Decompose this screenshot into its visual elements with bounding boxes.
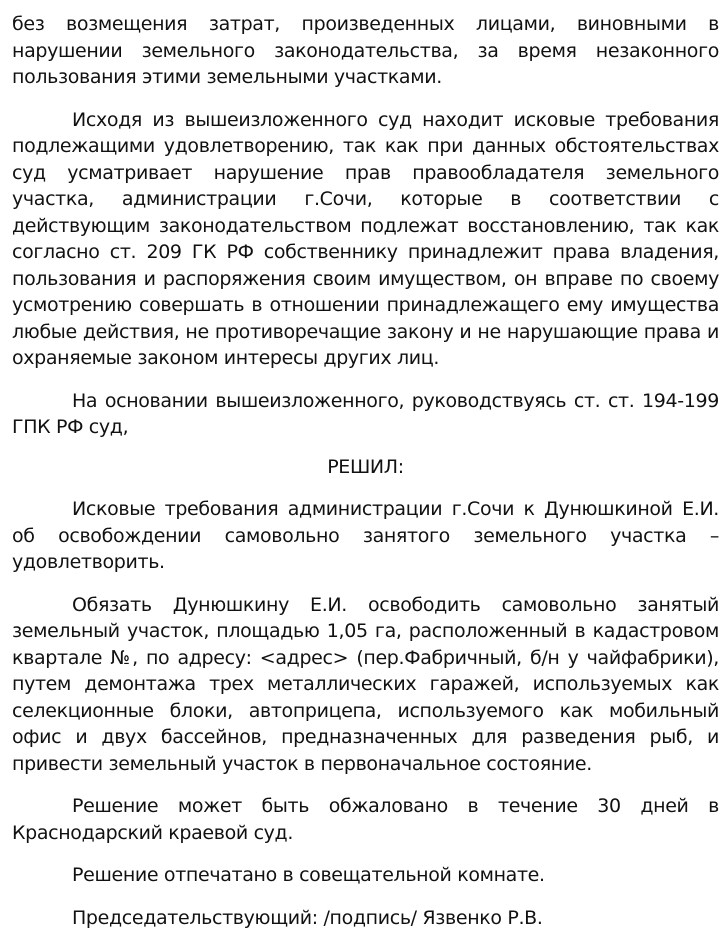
decision-heading: РЕШИЛ:	[12, 454, 719, 481]
paragraph-continuation: без возмещения затрат, произведенных лицами, виновными в нарушении земельного законодательства, за время незаконного пользования этими земельными участками.	[12, 11, 719, 91]
paragraph-reasoning: Исходя из вышеизложенного суд находит исковые требования подлежащими удовлетворению, так как при данных обстоятельствах суд усматривает нарушение прав правообладателя земельного участка, администрации г.Сочи, которые в соответствии с действующим законодательством подлежат восстановлению, так как согласно ст. 209 ГК РФ собственнику принадлежит права владения, пользования и распоряжения своим имуществом, он вправе по своему усмотрению совершать в отношении принадлежащего ему имущества любые действия, не противоречащие закону и не нарушающие права и охраняемые законом интересы других лиц.	[12, 107, 719, 372]
paragraph-appeal: Решение может быть обжаловано в течение 30 дней в Краснодарский краевой суд.	[12, 793, 719, 846]
paragraph-legal-basis: На основании вышеизложенного, руководствуясь ст. ст. 194-199 ГПК РФ суд,	[12, 388, 719, 441]
document-page	[12, 0, 719, 931]
paragraph-claims-satisfied: Исковые требования администрации г.Сочи к Дунюшкиной Е.И. об освобождении самовольно занятого земельного участка – удовлетворить.	[12, 496, 719, 576]
paragraph-printed-note: Решение отпечатано в совещательной комнате.	[12, 862, 719, 889]
paragraph-signature: Председательствующий: /подпись/ Язвенко Р.В.	[12, 905, 719, 931]
paragraph-obligation: Обязать Дунюшкину Е.И. освободить самовольно занятый земельный участок, площадью 1,05 га, расположенный в кадастровом квартале №, по адресу: <адрес> (пер.Фабричный, б/н у чайфабрики), путем демонтажа трех металлических гаражей, используемых как селекционные блоки, автоприцепа, используемого как мобильный офис и двух бассейнов, предназначенных для разведения рыб, и привести земельный участок в первоначальное состояние.	[12, 592, 719, 778]
